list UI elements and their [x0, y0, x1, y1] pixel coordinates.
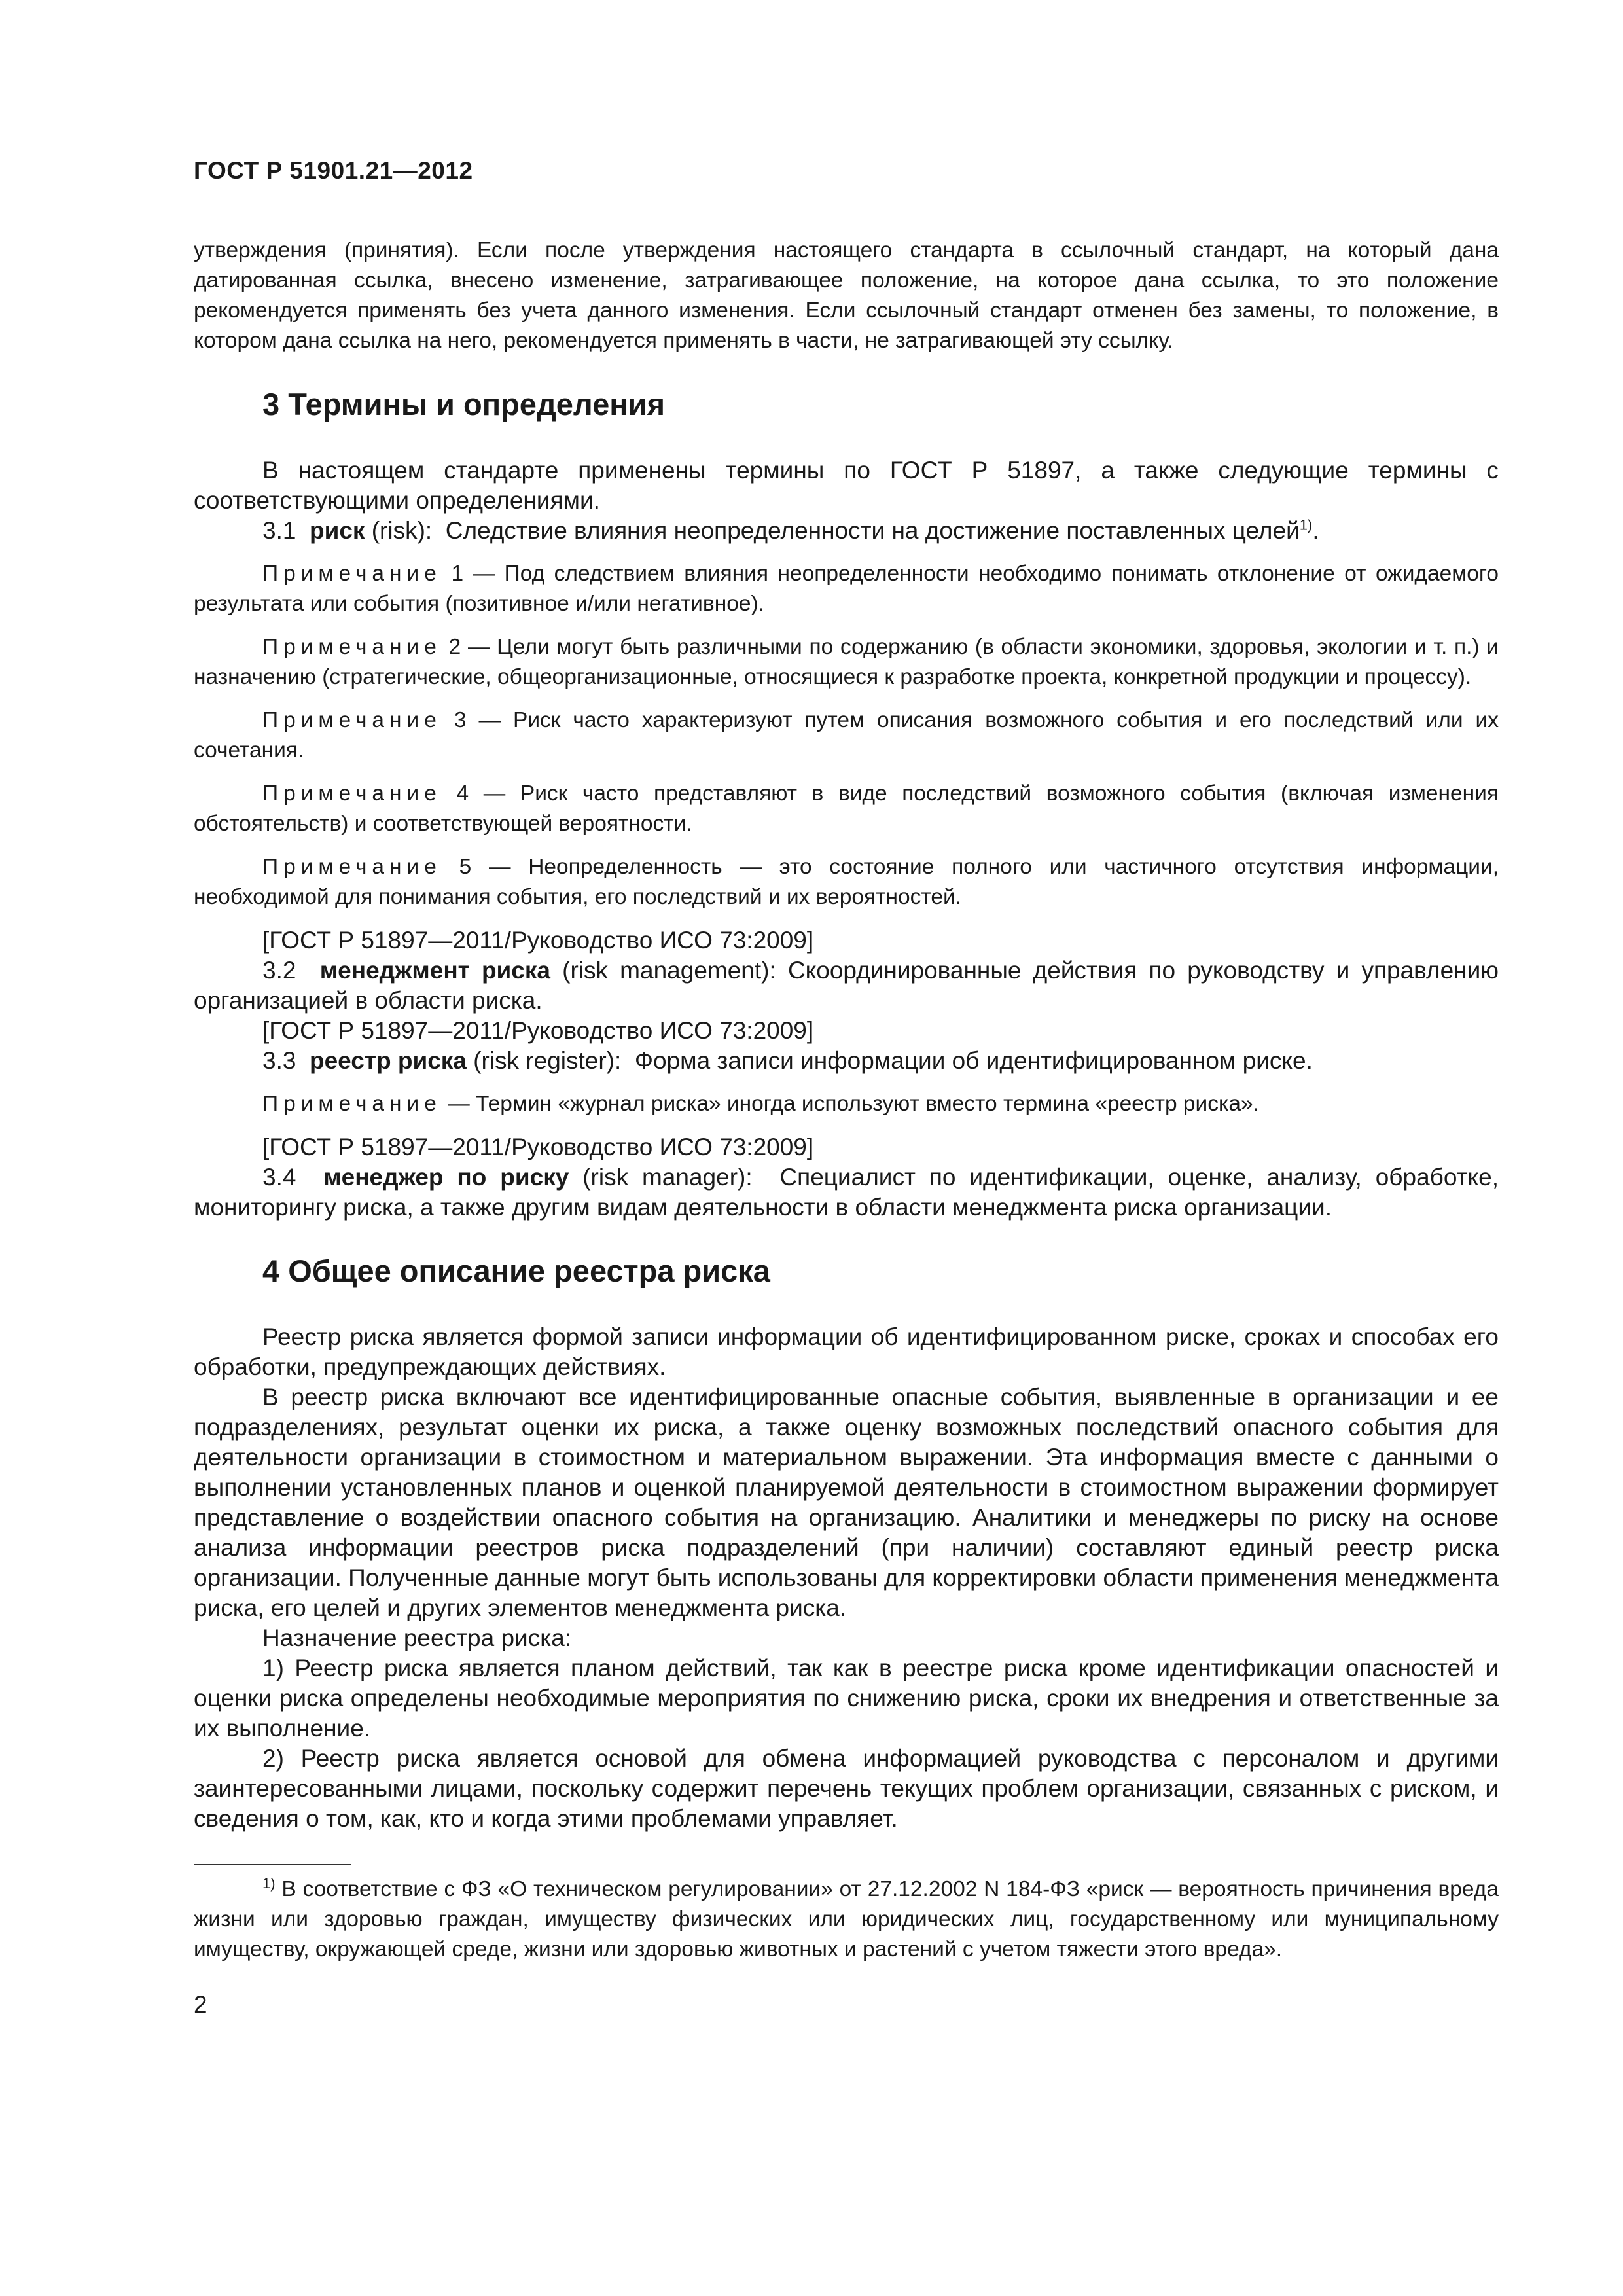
term-name: менеджмент риска: [319, 957, 550, 984]
reference-3: [ГОСТ Р 51897—2011/Руководство ИСО 73:2009]: [262, 1134, 814, 1160]
note-label: Примечание: [262, 708, 442, 732]
section-4-list-item-1: 1) Реестр риска является планом действий, так как в реестре риска кроме идентификации опасностей и оценки риска определены необходимые мероприятия по снижению риска, сроки их внедрения и ответственные за их выполнение.: [194, 1655, 1499, 1742]
section-4-list-item-2: 2) Реестр риска является основой для обмена информацией руководства с персоналом и другими заинтересованными лицами, поскольку содержит перечень текущих проблем организации, связанных с риском, и сведения о том, как, кто и когда этими проблемами управляет.: [194, 1745, 1499, 1832]
term-name: реестр риска: [310, 1047, 467, 1074]
note-label: Примечание: [262, 1092, 442, 1116]
footnote: [194, 1874, 1499, 1965]
footnote-ref: 1): [1299, 516, 1313, 533]
term-number: 3.1: [262, 517, 296, 544]
footnote-divider: [194, 1864, 351, 1865]
section-4-paragraph-1: Реестр риска является формой записи информации об идентифицированном риске, сроках и способах его обработки, предупреждающих действиях.: [194, 1323, 1499, 1380]
section-3-intro: В настоящем стандарте применены термины по ГОСТ Р 51897, а также следующие термины с соответствующими определениями.: [194, 457, 1499, 514]
term-english: (risk manager):: [582, 1164, 753, 1191]
footnote-text: В соответствие с ФЗ «О техническом регулировании» от 27.12.2002 N 184-ФЗ «риск — вероятность причинения вреда жизни или здоровью граждан, имуществу физических или юридических лиц, государственному или муниципальному имуществу, окружающей среде, жизни или здоровью животных и растений с учетом тяжести этого вреда».: [194, 1877, 1499, 1962]
document-page: [194, 157, 1499, 2018]
document-header: ГОСТ Р 51901.21—2012: [194, 157, 473, 184]
note-4: Примечание 4 — Риск часто представляют в виде последствий возможного события (включая изменения обстоятельств) и соответствующей вероятности.: [194, 781, 1499, 836]
term-english: (risk):: [371, 517, 433, 544]
note-2: Примечание 2 — Цели могут быть различными по содержанию (в области экономики, здоровья, экологии и т. п.) и назначению (стратегические, общеорганизационные, относящиеся к разработке проекта, конкретной продукции и процессу).: [194, 635, 1499, 689]
term-definition: Скоординированные действия по руководству и управлению организацией в области риска.: [194, 957, 1499, 1014]
note-term-3-3: Примечание — Термин «журнал риска» иногда используют вместо термина «реестр риска».: [262, 1092, 1259, 1116]
term-3-3: [194, 1046, 1499, 1076]
footnote-marker: 1): [262, 1874, 276, 1892]
term-definition: Форма записи информации об идентифицированном риске.: [634, 1047, 1313, 1074]
note-5: Примечание 5 — Неопределенность — это состояние полного или частичного отсутствия информации, необходимой для понимания события, его последствий и их вероятностей.: [194, 855, 1499, 909]
note-1: Примечание 1 — Под следствием влияния неопределенности необходимо понимать отклонение от ожидаемого результата или события (позитивное и/или негативное).: [194, 562, 1499, 616]
term-3-4: [194, 1162, 1499, 1223]
term-number: 3.2: [262, 957, 296, 984]
term-english: (risk management):: [562, 957, 776, 984]
section-4-title: 4 Общее описание реестра риска: [262, 1253, 770, 1288]
term-name: менеджер по риску: [323, 1164, 569, 1191]
term-3-1: 3.1 риск (risk): Следствие влияния неопределенности на достижение поставленных целей$^{1)}$.: [262, 516, 1319, 544]
note-3: Примечание 3 — Риск часто характеризуют путем описания возможного события и его последствий или их сочетания.: [194, 708, 1499, 762]
note-label: Примечание: [262, 562, 442, 586]
term-english: (risk register):: [473, 1047, 622, 1074]
section-4-paragraph-2: В реестр риска включают все идентифицированные опасные события, выявленные в организации и ее подразделениях, результат оценки их риска, а также оценку возможных последствий опасного события для деятельности организации в стоимостном и материальном выражении. Эта информация вместе с данными о выполнении установленных планов и оценкой планируемой деятельности в стоимостном выражении формирует представление о воздействии опасного события на организацию. Аналитики и менеджеры по риску на основе анализа информации реестров риска подразделений (при наличии) составляют единый реестр риска организации. Полученные данные могут быть использованы для корректировки области применения менеджмента риска, его целей и других элементов менеджмента риска.: [194, 1384, 1499, 1621]
note-label: Примечание: [262, 781, 442, 806]
term-definition: Специалист по идентификации, оценке, анализу, обработке, мониторингу риска, а также другим видам деятельности в области менеджмента риска организации.: [194, 1164, 1499, 1221]
term-3-2: [194, 956, 1499, 1016]
note-label: Примечание: [262, 635, 442, 659]
note-label: Примечание: [262, 855, 442, 879]
reference-1: [ГОСТ Р 51897—2011/Руководство ИСО 73:2009]: [262, 927, 814, 954]
section-4-paragraph-3: Назначение реестра риска:: [262, 1624, 572, 1651]
page-number: 2: [194, 1991, 207, 2018]
term-name: риск: [310, 517, 365, 544]
reference-2: [ГОСТ Р 51897—2011/Руководство ИСО 73:2009]: [262, 1017, 814, 1044]
intro-paragraph: утверждения (принятия). Если после утверждения настоящего стандарта в ссылочный стандарт, на который дана датированная ссылка, внесено изменение, затрагивающее положение, на которое дана ссылка, то это положение рекомендуется применять без учета данного изменения. Если ссылочный стандарт отменен без замены, то положение, в котором дана ссылка на него, рекомендуется применять в части, не затрагивающей эту ссылку.: [194, 238, 1499, 353]
term-number: 3.3: [262, 1047, 296, 1074]
section-3-title: 3 Термины и определения: [262, 387, 665, 422]
term-number: 3.4: [262, 1164, 296, 1191]
term-definition: Следствие влияния неопределенности на достижение поставленных целей: [445, 517, 1300, 544]
